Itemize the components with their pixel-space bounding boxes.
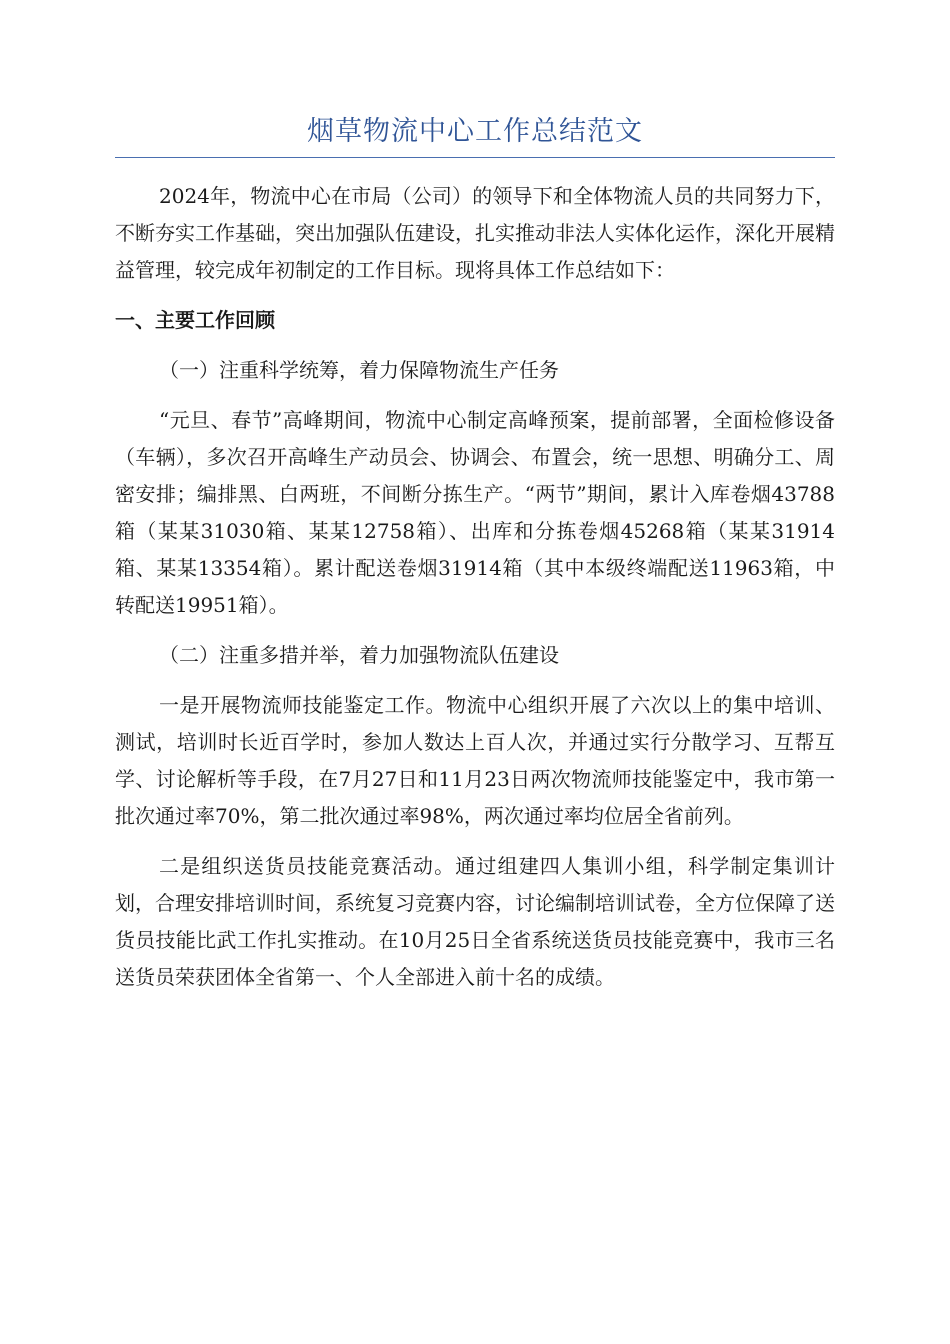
document-page — [115, 110, 835, 996]
subsection-2-paragraph-2: 二是组织送货员技能竞赛活动。通过组建四人集训小组，科学制定集训计划，合理安排培训时间，系统复习竞赛内容，讨论编制培训试卷，全方位保障了送货员技能比武工作扎实推动。在10月25日全省系统送货员技能竞赛中，我市三名送货员荣获团体全省第一、个人全部进入前十名的成绩。 — [115, 854, 835, 989]
subsection-2-paragraph-1: 一是开展物流师技能鉴定工作。物流中心组织开展了六次以上的集中培训、测试，培训时长近百学时，参加人数达上百人次，并通过实行分散学习、互帮互学、讨论解析等手段，在7月27日和11月23日两次物流师技能鉴定中，我市第一批次通过率70%，第二批次通过率98%，两次通过率均位居全省前列。 — [115, 693, 835, 828]
section-heading-main-review: 一、主要工作回顾 — [115, 308, 275, 332]
subsection-1-paragraph: “元旦、春节”高峰期间，物流中心制定高峰预案，提前部署，全面检修设备（车辆），多次召开高峰生产动员会、协调会、布置会，统一思想、明确分工、周密安排；编排黑、白两班，不间断分拣生产。“两节”期间，累计入库卷烟43788箱（某某31030箱、某某12758箱）、出库和分拣卷烟45268箱（某某31914箱、某某13354箱）。累计配送卷烟31914箱（其中本级终端配送11963箱，中转配送19951箱）。 — [115, 408, 835, 617]
subsection-heading-2: （二）注重多措并举，着力加强物流队伍建设 — [159, 643, 559, 667]
intro-paragraph: 2024年，物流中心在市局（公司）的领导下和全体物流人员的共同努力下，不断夯实工作基础，突出加强队伍建设，扎实推动非法人实体化运作，深化开展精益管理，较完成年初制定的工作目标。现将具体工作总结如下： — [115, 184, 835, 282]
document-title: 烟草物流中心工作总结范文 — [115, 110, 835, 158]
subsection-heading-1: （一）注重科学统筹，着力保障物流生产任务 — [159, 358, 559, 382]
